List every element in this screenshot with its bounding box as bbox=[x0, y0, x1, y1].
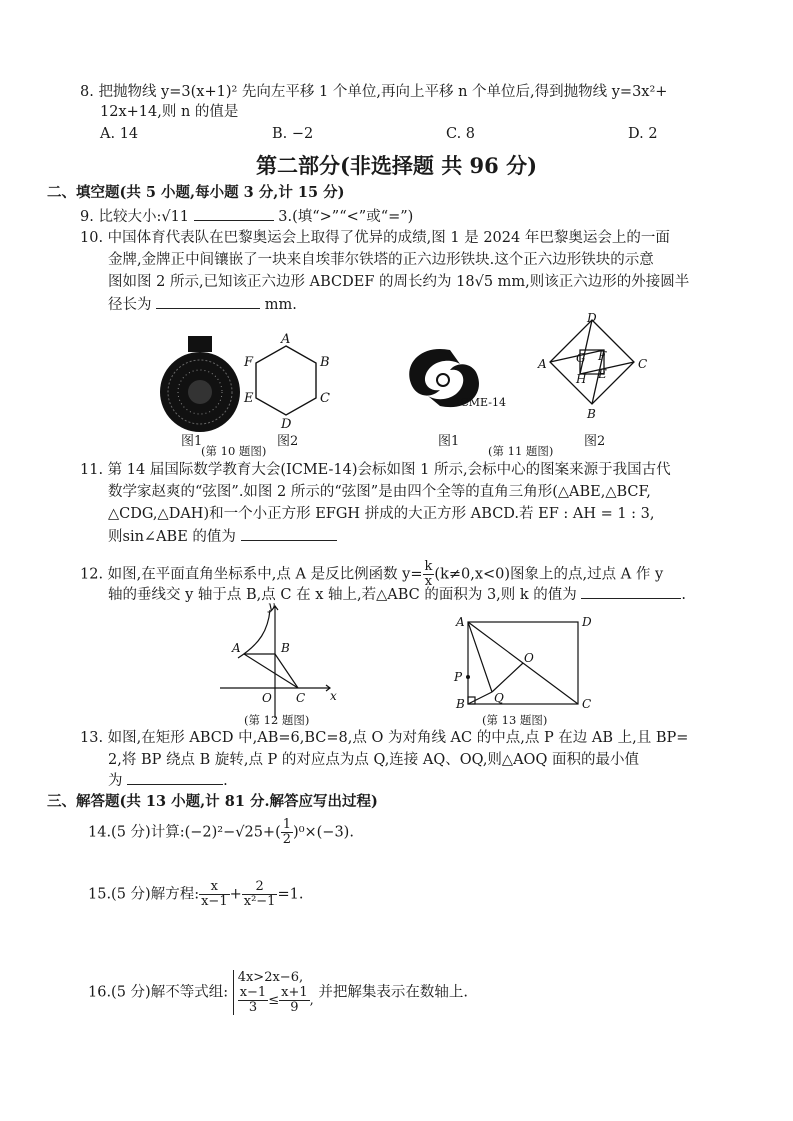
q11-line3: △CDG,△DAH)和一个小正方形 EFGH 拼成的大正方形 ABCD.若 EF : AH = 1 : 3, bbox=[108, 506, 655, 522]
q13-line1: 13. 如图,在矩形 ABCD 中,AB=6,BC=8,点 O 为对角线 AC 的中点,点 P 在边 AB 上,且 BP= bbox=[80, 730, 689, 746]
q10-line2: 金牌,金牌正中间镶嵌了一块来自埃菲尔铁塔的正六边形铁块.这个正六边形铁块的示意 bbox=[108, 252, 654, 268]
q14-frac-denominator: 2 bbox=[282, 832, 292, 847]
fig11-label-a: A bbox=[538, 357, 547, 371]
q11-line1: 11. 第 14 届国际数学教育大会(ICME-14)会标如图 1 所示,会标中心的图案来源于我国古代 bbox=[80, 462, 671, 478]
q16-comma: , bbox=[309, 993, 314, 1008]
fig10-label-b: B bbox=[320, 355, 330, 370]
q15-f1-denominator: x−1 bbox=[201, 894, 228, 909]
part2-title: 第二部分(非选择题 共 96 分) bbox=[255, 153, 538, 178]
q8-line1: 8. 把抛物线 y=3(x+1)² 先向左平移 1 个单位,再向上平移 n 个单位后,得到抛物线 y=3x²+ bbox=[80, 84, 668, 100]
q8-option-b: B. −2 bbox=[272, 126, 314, 142]
fig10-label-c: C bbox=[320, 391, 330, 406]
fig12-label-b: B bbox=[281, 641, 290, 655]
q15-fraction-2 bbox=[242, 880, 278, 909]
q16-inequality-2 bbox=[238, 986, 314, 1015]
q14-fraction bbox=[281, 818, 293, 847]
q16-fraction-2 bbox=[279, 986, 310, 1015]
q12-answer-blank[interactable] bbox=[581, 584, 681, 599]
fig13-label-d: D bbox=[582, 615, 592, 629]
fig13-label-c: C bbox=[582, 697, 592, 711]
q8-option-c: C. 8 bbox=[446, 126, 476, 142]
q10-line1: 10. 中国体育代表队在巴黎奥运会上取得了优异的成绩,图 1 是 2024 年巴黎奥运会上的一面 bbox=[80, 230, 670, 246]
fig12-label-c: C bbox=[296, 691, 306, 705]
fig11-caption-2: 图2 bbox=[584, 434, 606, 449]
q8-option-a: A. 14 bbox=[100, 126, 139, 142]
q12-line1-a: 12. 如图,在平面直角坐标系中,点 A 是反比例函数 y= bbox=[80, 566, 423, 583]
fig12-diagram bbox=[220, 606, 330, 718]
fig12-label-a: A bbox=[232, 641, 241, 655]
fig10-caption-1: 图1 bbox=[181, 434, 203, 449]
q10-line4-prefix: 径长为 bbox=[108, 297, 152, 313]
fig13-point-p bbox=[466, 675, 470, 679]
q14 bbox=[88, 818, 354, 847]
fig13-label-b: B bbox=[456, 697, 465, 711]
figures-12-13 bbox=[210, 600, 610, 730]
fig10-medal-image bbox=[160, 336, 240, 432]
fig13-label-o: O bbox=[524, 651, 534, 665]
fig11-label-g: G bbox=[576, 351, 586, 365]
q16 bbox=[88, 970, 468, 1015]
fig10-label-d: D bbox=[281, 417, 292, 432]
q16-f2-numerator: x+1 bbox=[281, 985, 308, 1000]
q16-inequality-1: 4x>2x−6, bbox=[237, 970, 304, 985]
q9-suffix: 3.(填“>”“<”或“=”) bbox=[278, 209, 414, 225]
q15-f2-denominator: x²−1 bbox=[243, 894, 276, 909]
q16-leq: ≤ bbox=[268, 993, 280, 1008]
q10-line3: 图如图 2 所示,已知该正六边形 ABCDEF 的周长约为 18√5 mm,则该正六边形的外接圆半 bbox=[108, 274, 690, 290]
q15 bbox=[88, 880, 303, 909]
q12-line1-b: (k≠0,x<0)图象上的点,过点 A 作 y bbox=[434, 566, 664, 583]
q16-f1-numerator: x−1 bbox=[239, 985, 267, 1000]
q11-line4-text: 则sin∠ABE 的值为 bbox=[108, 529, 236, 545]
q9 bbox=[80, 206, 413, 227]
fig12-title: (第 12 题图) bbox=[244, 713, 310, 727]
q15-f2-numerator: 2 bbox=[242, 880, 278, 895]
q16-b: 并把解集表示在数轴上. bbox=[318, 984, 468, 1001]
fig11-caption-1: 图1 bbox=[438, 434, 460, 449]
fig11-label-h: H bbox=[576, 372, 587, 386]
q13-answer-blank[interactable] bbox=[127, 770, 223, 785]
section3-title: 三、解答题(共 13 小题,计 81 分.解答应写出过程) bbox=[47, 793, 378, 810]
fig11-label-b: B bbox=[587, 407, 596, 421]
fig10-caption-2: 图2 bbox=[277, 434, 299, 449]
fig11-title: (第 11 题图) bbox=[488, 444, 554, 458]
fig12-label-o: O bbox=[262, 691, 272, 705]
fig10-label-f: F bbox=[244, 355, 254, 370]
fig10-label-e: E bbox=[244, 391, 254, 406]
fig13-diagram bbox=[468, 622, 578, 704]
q10-line4-suffix: mm. bbox=[264, 297, 297, 313]
fig11-string-figure bbox=[550, 320, 634, 404]
fig13-label-a: A bbox=[456, 615, 465, 629]
fig10-hexagon bbox=[256, 346, 316, 415]
q12-frac-denominator: x bbox=[424, 574, 433, 589]
q12-period: . bbox=[681, 587, 687, 603]
fig11-icme-logo bbox=[409, 349, 506, 409]
q14-frac-numerator: 1 bbox=[282, 817, 292, 832]
q14-a: 14.(5 分)计算:(−2)²−√25+( bbox=[88, 824, 281, 841]
q16-f2-denominator: 9 bbox=[290, 1000, 299, 1015]
q8-option-d: D. 2 bbox=[628, 126, 658, 142]
q16-fraction-1 bbox=[238, 986, 269, 1015]
q12-frac-numerator: k bbox=[424, 559, 433, 574]
q13-period: . bbox=[223, 773, 228, 789]
fig13-label-p: P bbox=[454, 670, 463, 684]
fig11-label-d: D bbox=[587, 311, 597, 325]
q13-line2: 2,将 BP 绕点 B 旋转,点 P 的对应点为点 Q,连接 AQ、OQ,则△AOQ 面积的最小值 bbox=[108, 752, 639, 768]
q12-line2-text: 轴的垂线交 y 轴于点 B,点 C 在 x 轴上,若△ABC 的面积为 3,则 k 的值为 bbox=[108, 587, 577, 603]
fig11-label-f: F bbox=[598, 349, 607, 363]
q11-line4 bbox=[108, 526, 337, 547]
fig12-label-y: y bbox=[268, 600, 275, 613]
q15-a: 15.(5 分)解方程: bbox=[88, 886, 200, 903]
q16-system bbox=[233, 970, 314, 1015]
q16-f1-denominator: 3 bbox=[248, 1000, 258, 1015]
q9-answer-blank[interactable] bbox=[194, 206, 274, 221]
q15-f1-numerator: x bbox=[199, 880, 230, 895]
q9-prefix: 9. 比较大小:√11 bbox=[80, 209, 190, 225]
fig13-label-q: Q bbox=[494, 691, 504, 705]
q15-b: =1. bbox=[277, 886, 304, 903]
q14-b: )⁰×(−3). bbox=[293, 824, 354, 841]
q15-fraction-1 bbox=[199, 880, 230, 909]
fig11-logo-text: ICME-14 bbox=[456, 396, 506, 409]
q13-line3 bbox=[108, 770, 228, 791]
q11-answer-blank[interactable] bbox=[241, 526, 337, 541]
q16-a: 16.(5 分)解不等式组: bbox=[88, 984, 229, 1001]
fig11-label-e: E bbox=[598, 367, 607, 381]
fig10-label-a: A bbox=[281, 332, 291, 347]
fig11-label-c: C bbox=[638, 357, 648, 371]
section2-title: 二、填空题(共 5 小题,每小题 3 分,计 15 分) bbox=[47, 184, 345, 201]
q13-line3-text: 为 bbox=[108, 773, 123, 789]
q10-answer-blank[interactable] bbox=[156, 294, 260, 309]
fig13-title: (第 13 题图) bbox=[482, 713, 548, 727]
fig12-label-x: x bbox=[330, 689, 337, 703]
q11-line2: 数学家赵爽的“弦图”.如图 2 所示的“弦图”是由四个全等的直角三角形(△ABE,△BCF, bbox=[108, 484, 651, 500]
q15-plus: + bbox=[229, 886, 242, 903]
q8-line2: 12x+14,则 n 的值是 bbox=[100, 104, 239, 120]
fig10-title: (第 10 题图) bbox=[201, 444, 267, 458]
